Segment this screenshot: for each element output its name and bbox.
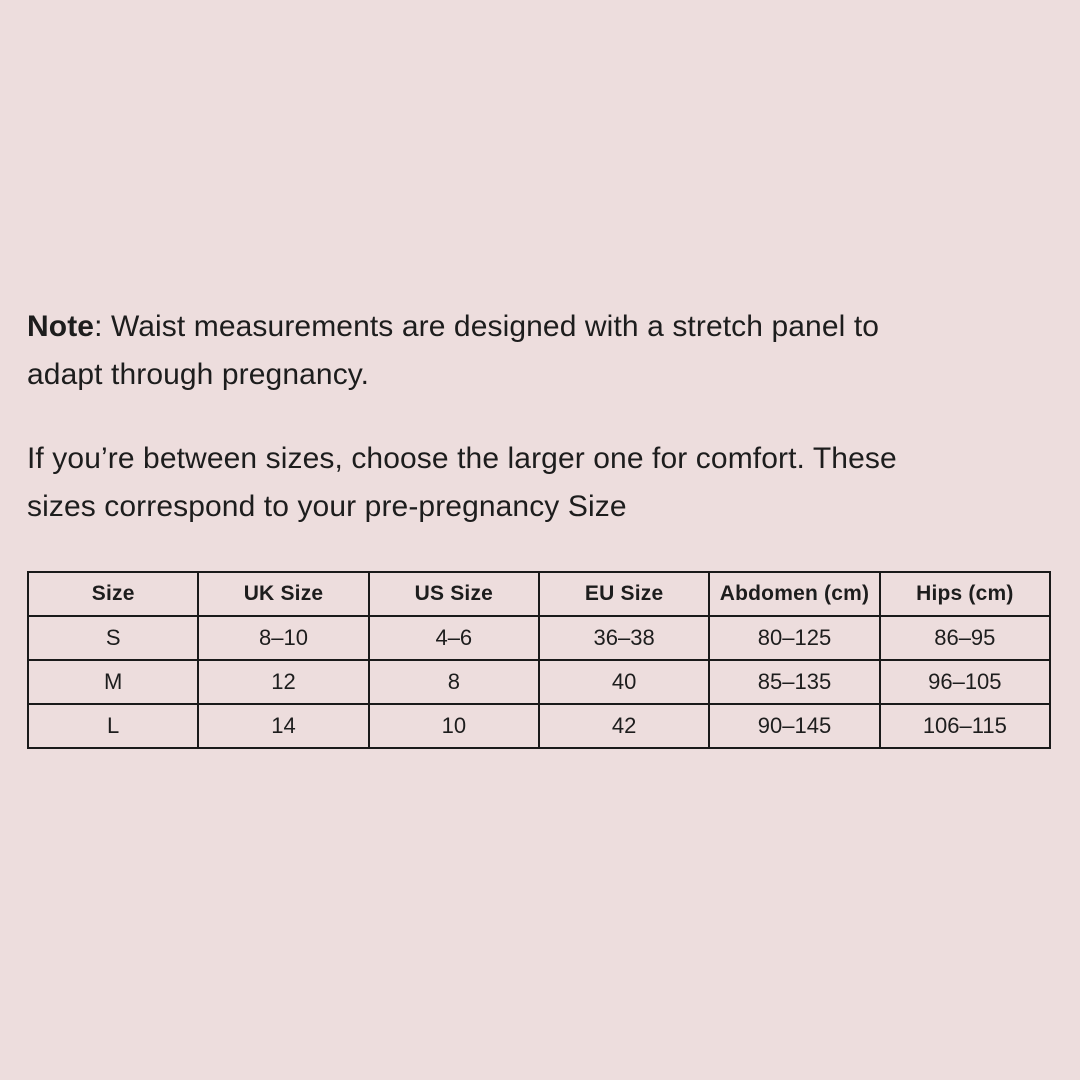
cell-uk-m: 12 [198,660,368,704]
cell-us-l: 10 [369,704,539,748]
size-chart-body [28,616,1050,748]
note-paragraph-line-1 [27,303,1053,351]
sizes-paragraph-line-2: sizes correspond to your pre-pregnancy Size [27,490,627,523]
size-chart-header [28,572,1050,616]
cell-uk-s: 8–10 [198,616,368,660]
note-paragraph [27,303,1053,399]
size-chart-table [27,571,1051,749]
header-hips: Hips (cm) [880,572,1050,616]
header-abdomen: Abdomen (cm) [709,572,879,616]
cell-us-s: 4–6 [369,616,539,660]
cell-uk-l: 14 [198,704,368,748]
table-row-l [28,704,1050,748]
note-text: : Waist measurements are designed with a stretch panel to [94,310,880,343]
table-header-row [28,572,1050,616]
sizes-paragraph-line-1: If you’re between sizes, choose the larger one for comfort. These [27,442,897,475]
cell-hips-s: 86–95 [880,616,1050,660]
cell-eu-s: 36–38 [539,616,709,660]
header-eu-size: EU Size [539,572,709,616]
header-uk-size: UK Size [198,572,368,616]
table-row-s [28,616,1050,660]
cell-eu-m: 40 [539,660,709,704]
cell-size-m: M [28,660,198,704]
cell-size-l: L [28,704,198,748]
sizes-paragraph [27,435,1053,531]
table-row-m [28,660,1050,704]
cell-abdomen-l: 90–145 [709,704,879,748]
cell-abdomen-m: 85–135 [709,660,879,704]
cell-hips-m: 96–105 [880,660,1050,704]
cell-eu-l: 42 [539,704,709,748]
note-paragraph-line-2: adapt through pregnancy. [27,358,370,391]
cell-abdomen-s: 80–125 [709,616,879,660]
cell-hips-l: 106–115 [880,704,1050,748]
note-label: Note [27,310,95,343]
cell-us-m: 8 [369,660,539,704]
header-size: Size [28,572,198,616]
header-us-size: US Size [369,572,539,616]
cell-size-s: S [28,616,198,660]
